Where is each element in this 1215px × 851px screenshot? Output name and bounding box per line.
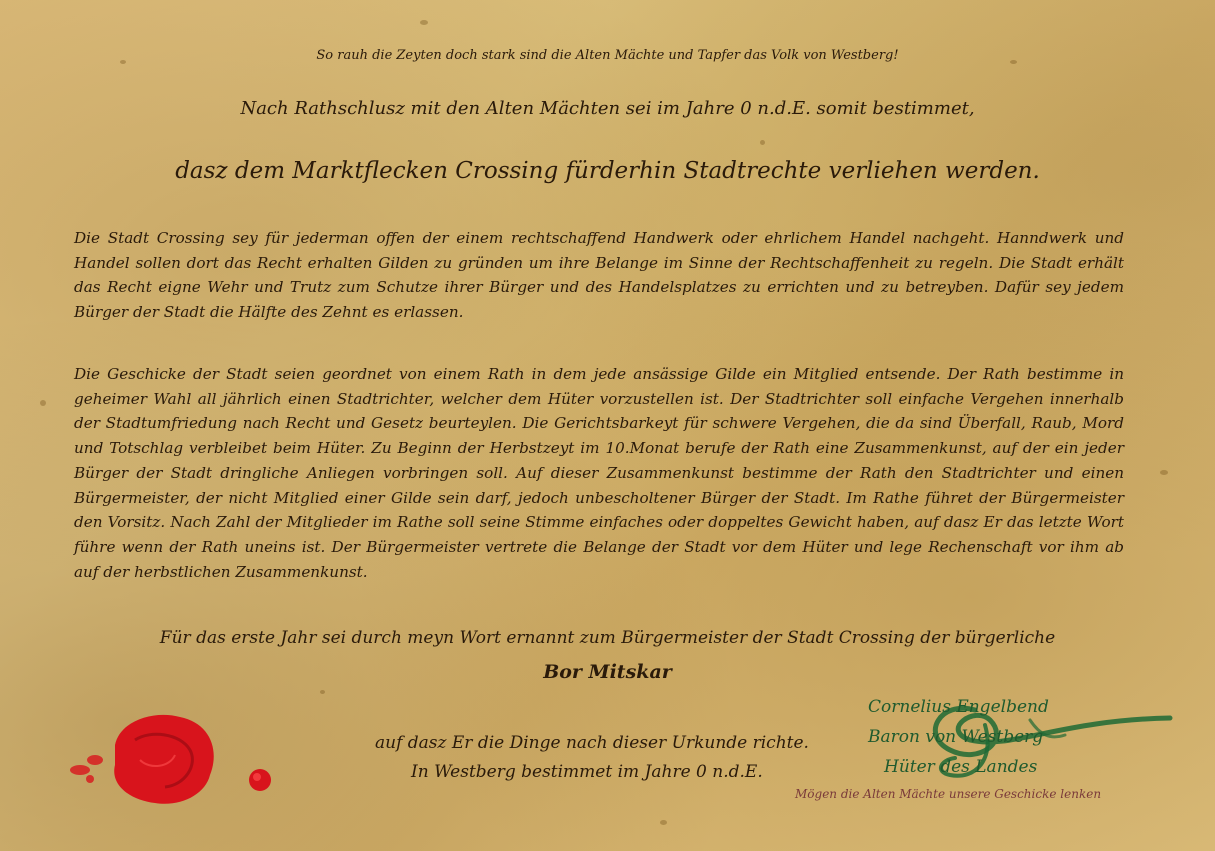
decree-intro: Nach Rathschlusz mit den Alten Mächten sei im Jahre 0 n.d.E. somit bestimmet, xyxy=(240,98,975,119)
signature-name: Cornelius Engelbend xyxy=(868,697,1049,717)
stain xyxy=(760,140,765,145)
stain xyxy=(1160,470,1168,475)
closing-line-1: auf dasz Er die Dinge nach dieser Urkunde richte. xyxy=(375,733,809,753)
blessing-line: Mögen die Alten Mächte unsere Geschicke lenken xyxy=(795,787,1102,801)
decree-heading: dasz dem Marktflecken Crossing fürderhin Stadtrechte verliehen werden. xyxy=(175,158,1040,184)
appointee-name: Bor Mitskar xyxy=(543,661,672,683)
signature-office: Hüter des Landes xyxy=(884,757,1038,777)
paragraph-city-rights: Die Stadt Crossing sey für jederman offen der einem rechtschaffend Handwerk oder ehrlichem Handel nachgeht. Hanndwerk und Handel sollen dort das Recht erhalten Gilden zu gründen um ihre Belange im Sinne der Rechtschaffenheit zu regeln. Die Stadt erhält das Recht eigne Wehr und Trutz zum Schutze ihrer Bürger und des Handelsplatzes zu errichten und zu betreyben. Dafür sey jedem Bürger der Stadt die Hälfte des Zehnt es erlassen. xyxy=(74,229,1124,322)
stain xyxy=(660,820,667,825)
stain xyxy=(420,20,428,25)
stain xyxy=(320,690,325,694)
appointment-line: Für das erste Jahr sei durch meyn Wort ernannt zum Bürgermeister der Stadt Crossing der bürgerliche xyxy=(159,628,1056,648)
motto-line: So rauh die Zeyten doch stark sind die Alten Mächte und Tapfer das Volk von Westberg! xyxy=(316,48,899,63)
stain xyxy=(40,400,46,406)
paragraph-council: Die Geschicke der Stadt seien geordnet von einem Rath in dem jede ansässige Gilde ein Mitglied entsende. Der Rath bestimme in geheimer Wahl all jährlich einen Stadtrichter, welcher dem Hüter vorzustellen ist. Der Stadtrichter soll einfache Vergehen innerhalb der Stadtumfriedung nach Recht und Gesetz beurteylen. Die Gerichtsbarkeyt für schwere Vergehen, die da sind Überfall, Raub, Mord und Totschlag verbleibet beim Hüter. Zu Beginn der Herbstzeyt im 10.Monat berufe der Rath eine Zusammenkunst, auf der ein jeder Bürger der Stadt dringliche Anliegen vorbringen soll. Auf dieser Zusammenkunst bestimme der Rath den Stadtrichter und einen Bürgermeister, der nicht Mitglied einer Gilde sein darf, jedoch unbescholtener Bürger der Stadt. Im Rathe führet der Bürgermeister den Vorsitz. Nach Zahl der Mitglieder im Rathe soll seine Stimme einfaches oder doppeltes Gewicht haben, auf dasz Er das letzte Wort führe wenn der Rath uneins ist. Der Bürgermeister vertrete die Belange der Stadt vor dem Hüter und lege Rechenschaft vor ihm ab auf der herbstlichen Zusammenkunst. xyxy=(74,365,1124,581)
wax-seal-icon xyxy=(60,705,290,815)
signature-title: Baron von Westberg xyxy=(868,727,1044,747)
closing-line-2: In Westberg bestimmet im Jahre 0 n.d.E. xyxy=(411,762,763,782)
